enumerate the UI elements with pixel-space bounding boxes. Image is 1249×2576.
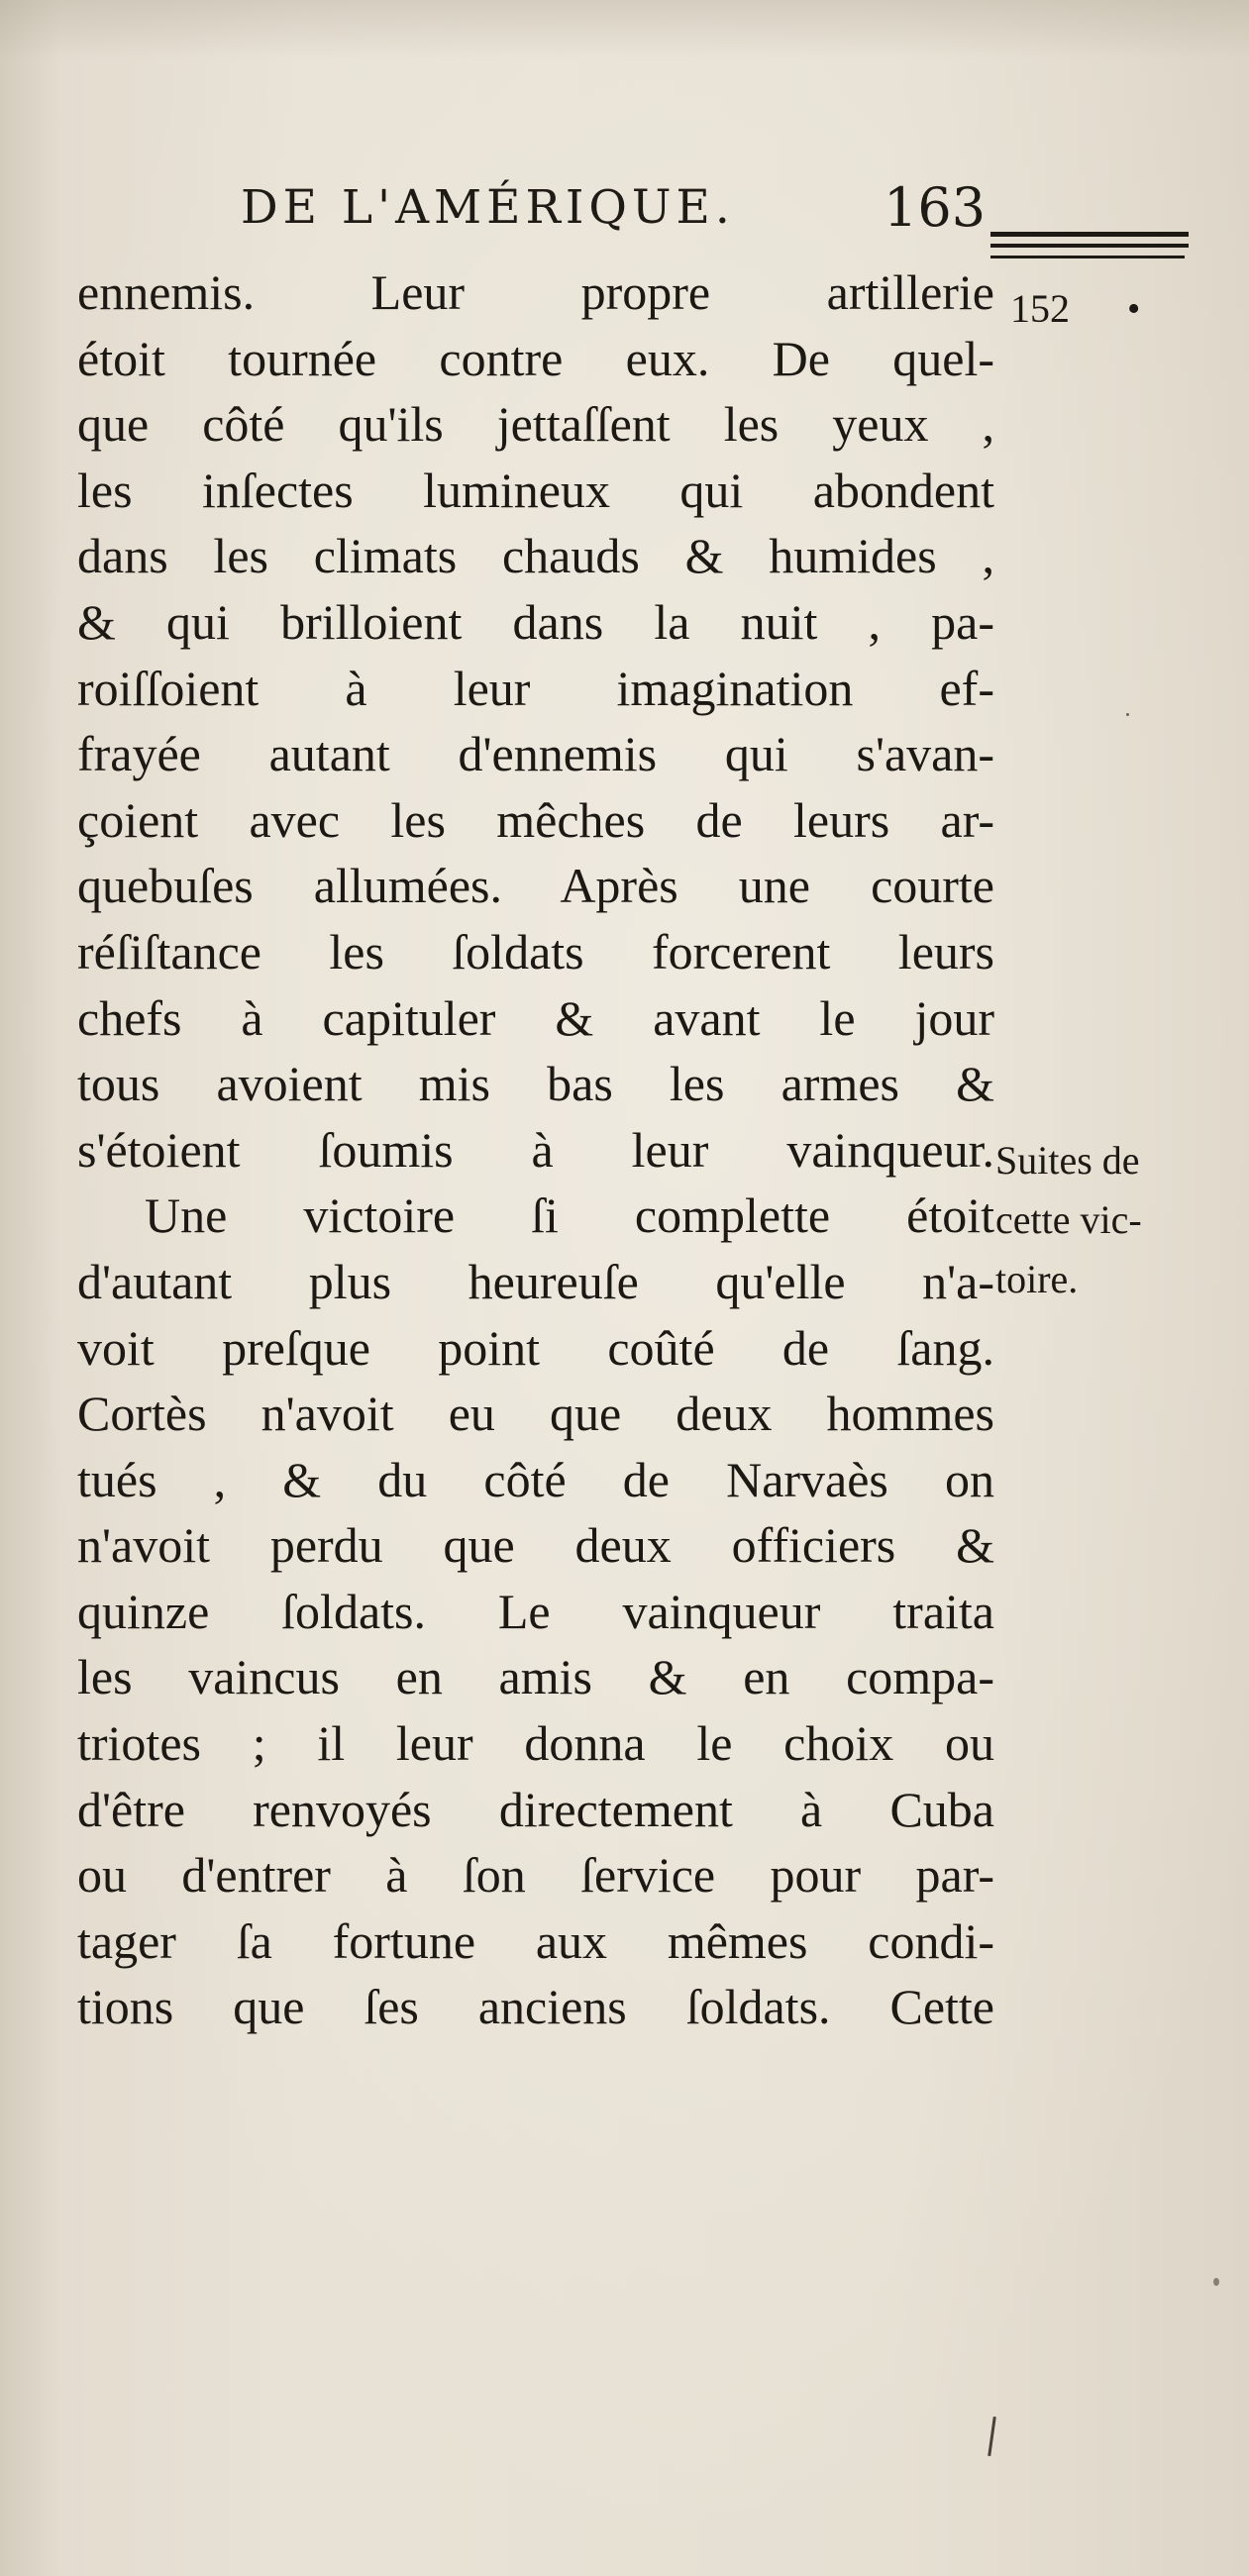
text-line: les inſectes lumineux qui abondent [77,462,994,518]
text-line: que côté qu'ils jettaſſent les yeux , [77,396,994,453]
marginal-note-line: Suites de [995,1138,1140,1183]
text-line: quebuſes allumées. Après une courte [77,858,994,914]
text-line: ou d'entrer à ſon ſervice pour par- [77,1847,994,1904]
text-line: voit preſque point coûté de ſang. [77,1319,994,1376]
marginal-note-line: cette vic- [995,1197,1142,1242]
text-line: chefs à capituler & avant le jour [77,989,994,1046]
text-line: Une victoire ſi complette étoit [145,1187,994,1244]
text-line: quinze ſoldats. Le vainqueur traita [77,1583,994,1639]
paper-speck [1126,713,1129,716]
text-line: n'avoit perdu que deux officiers & [77,1517,994,1574]
header-rule [990,256,1185,258]
text-line: les vaincus en amis & en compa- [77,1649,994,1705]
text-line: frayée autant d'ennemis qui s'avan- [77,726,994,782]
text-line: & qui brilloient dans la nuit , pa- [77,593,994,650]
header-rule [990,244,1189,248]
marginal-note-line: toire. [995,1257,1079,1301]
margin-dot-mark: • [1127,288,1141,330]
body-text [77,259,994,2040]
text-line: d'autant plus heureuſe qu'elle n'a- [77,1253,994,1309]
text-line: dans les climats chauds & humides , [77,528,994,584]
text-line: Cortès n'avoit eu que deux hommes [77,1386,994,1442]
page-header [0,176,1249,250]
text-line: tous avoient mis bas les armes & [77,1056,994,1112]
header-rule [990,232,1189,237]
text-line: roiſſoient à leur imagination ef- [77,660,994,716]
text-line: tager ſa fortune aux mêmes condi- [77,1912,994,1969]
text-line: çoient avec les mêches de leurs ar- [77,791,994,848]
page-edge-shadow [0,0,1249,59]
running-head: DE L'AMÉRIQUE. [241,180,735,235]
text-line: réſiſtance les ſoldats forcerent leurs [77,923,994,979]
marginal-note [995,1131,1249,1309]
ink-stroke-mark [988,2417,996,2456]
text-line: tions que ſes anciens ſoldats. Cette [77,1979,994,2035]
paper-speck [1213,2278,1219,2286]
text-line: tués , & du côté de Narvaès on [77,1451,994,1507]
text-line: étoit tournée contre eux. De quel- [77,330,994,386]
text-line: triotes ; il leur donna le choix ou [77,1715,994,1772]
page-number: 163 [884,176,987,239]
text-line: d'être renvoyés directement à Cuba [77,1781,994,1837]
margin-page-reference: 152 [1010,286,1070,331]
text-line: ennemis. Leur propre artillerie [77,264,994,320]
text-line: s'étoient ſoumis à leur vainqueur. [77,1121,994,1178]
